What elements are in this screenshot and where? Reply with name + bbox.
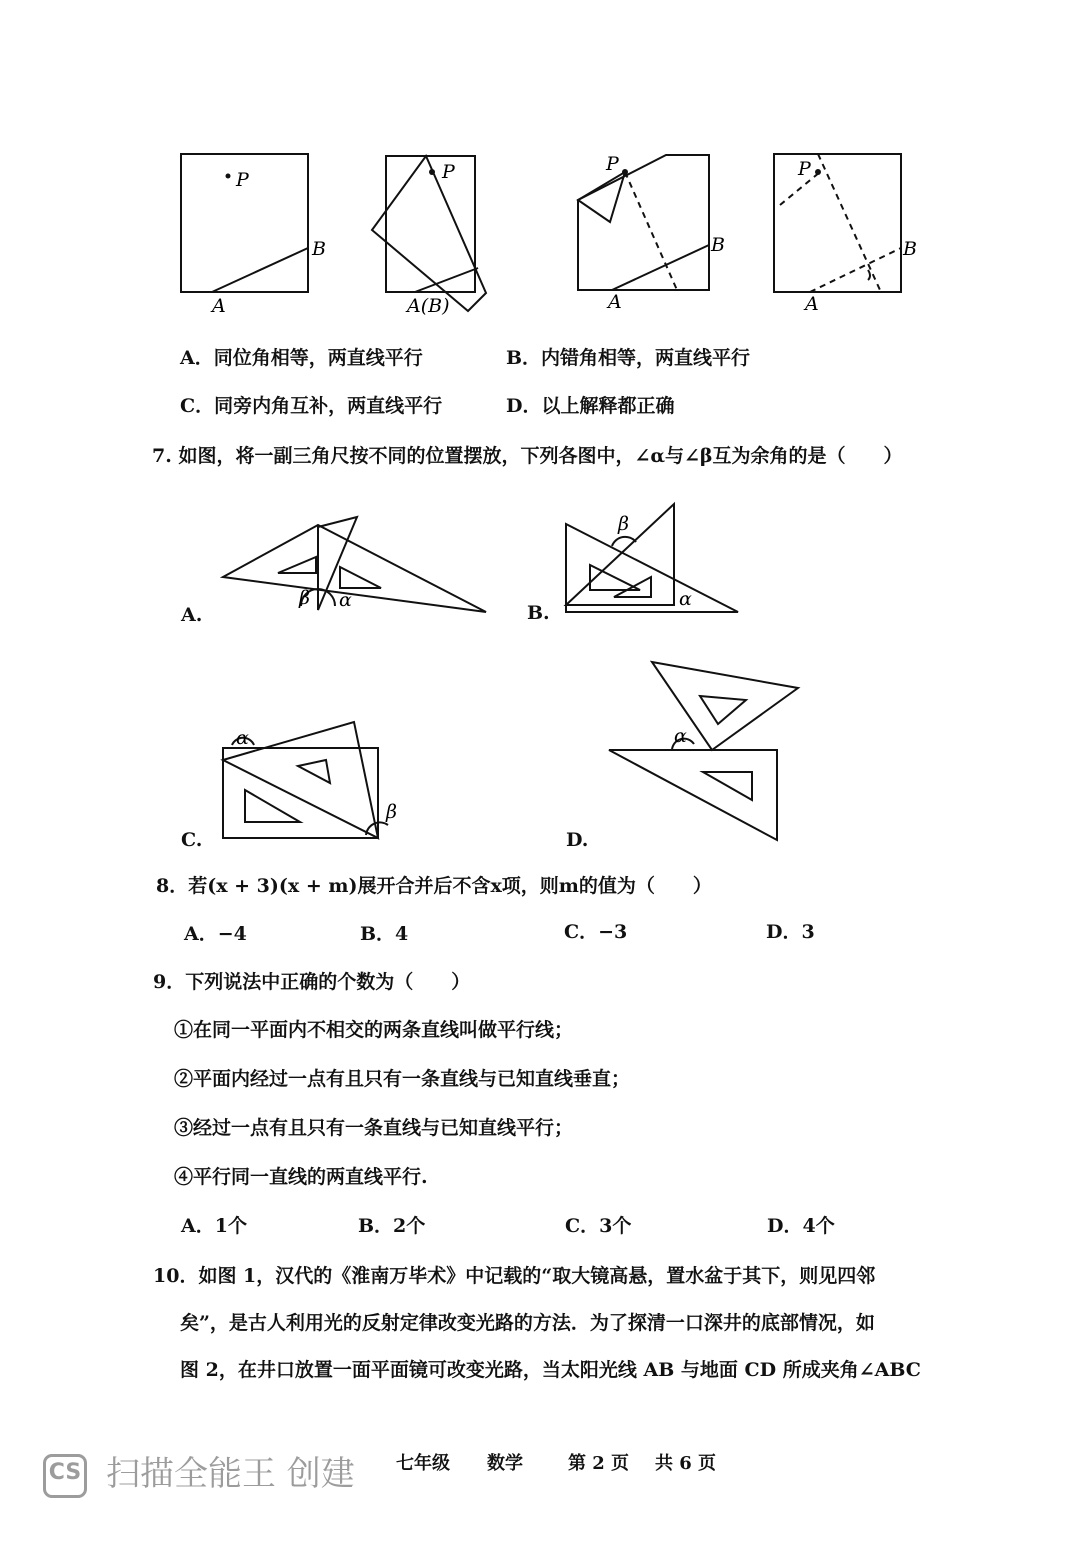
- footer-page: 第 2 页: [568, 1453, 630, 1474]
- q9-statement-2: ②平面内经过一点有且只有一条直线与已知直线垂直；: [174, 1068, 631, 1090]
- q8-option-d: D．3: [766, 921, 815, 943]
- q7-c-beta: β: [386, 801, 397, 823]
- q6-fig2-label-ab: A(B): [407, 295, 450, 317]
- q6-fig4-label-b: B: [903, 238, 917, 260]
- q8-stem: 8．若(x + 3)(x + m)展开合并后不含x项，则m的值为（ ）: [156, 875, 712, 897]
- footer-grade: 七年级: [396, 1453, 450, 1474]
- q6-fig4-label-p: P: [798, 158, 811, 180]
- q6-fig3-label-p: P: [606, 153, 619, 175]
- q7-d-alpha: α: [674, 725, 687, 747]
- q9-option-c: C．3个: [565, 1215, 632, 1237]
- q9-stem: 9．下列说法中正确的个数为（ ）: [153, 971, 471, 993]
- q6-fig1-label-a: A: [212, 295, 226, 317]
- q6-fig3-label-a: A: [608, 291, 622, 313]
- q7-b-beta: β: [618, 513, 629, 535]
- q8-option-a: A．−4: [184, 923, 247, 945]
- q6-option-c: C．同旁内角互补，两直线平行: [180, 395, 443, 417]
- q6-fig1-label-p: P: [236, 169, 249, 191]
- q6-fig2-paper: [386, 156, 475, 292]
- q7-a-beta: β: [299, 587, 310, 609]
- q7-stem: 7. 如图，将一副三角尺按不同的位置摆放，下列各图中，∠α与∠β互为余角的是（ ）: [152, 445, 903, 467]
- q10-line-2: 矣”，是古人利用光的反射定律改变光路的方法．为了探清一口深井的底部情况，如: [180, 1312, 875, 1334]
- watermark-text: 扫描全能王 创建: [106, 1454, 355, 1494]
- q7-a-large-set-square: [223, 525, 486, 612]
- q7-label-d: D.: [566, 829, 589, 851]
- q6-fig1-label-b: B: [312, 238, 326, 260]
- footer-total: 共 6 页: [655, 1453, 717, 1474]
- q8-option-c: C．−3: [564, 921, 628, 943]
- q8-option-b: B．4: [360, 923, 409, 945]
- q7-b-alpha: α: [679, 588, 692, 610]
- q9-option-d: D．4个: [767, 1215, 835, 1237]
- watermark-logo: CS: [48, 1460, 82, 1485]
- q6-figures: [0, 130, 1080, 330]
- q6-fig4-label-a: A: [805, 293, 819, 315]
- q6-option-b: B．内错角相等，两直线平行: [506, 347, 751, 369]
- q10-line-1: 10．如图 1，汉代的《淮南万毕术》中记载的“取大镜高悬，置水盆于其下，则见四邻: [153, 1265, 876, 1287]
- q6-fig1-line-ab: [212, 248, 308, 292]
- q6-option-a: A．同位角相等，两直线平行: [180, 347, 423, 369]
- q7-a-alpha: α: [339, 589, 352, 611]
- q7-c-alpha: α: [236, 727, 249, 749]
- q10-line-3: 图 2，在井口放置一面平面镜可改变光路，当太阳光线 AB 与地面 CD 所成夹角∠ABC: [180, 1359, 921, 1381]
- q9-option-a: A．1个: [181, 1215, 247, 1237]
- q6-fig3-paper: [578, 155, 709, 290]
- q7-figures: [0, 490, 1080, 870]
- q7-b-large-set-square: [566, 524, 738, 612]
- q9-option-b: B．2个: [358, 1215, 426, 1237]
- q6-fig2-label-p: P: [442, 161, 455, 183]
- q6-fig3-label-b: B: [711, 234, 725, 256]
- q6-fig2-fold: [372, 156, 486, 311]
- q7-label-b: B.: [527, 602, 550, 624]
- q9-statement-4: ④平行同一直线的两直线平行.: [174, 1166, 428, 1188]
- q7-c-rect-set-square: [223, 748, 378, 838]
- q9-statement-3: ③经过一点有且只有一条直线与已知直线平行；: [174, 1117, 574, 1139]
- footer-subject: 数学: [487, 1453, 523, 1474]
- q6-fig4-paper: [774, 154, 901, 292]
- q7-label-a: A.: [181, 604, 203, 626]
- q7-label-c: C.: [181, 829, 203, 851]
- q6-option-d: D．以上解释都正确: [506, 395, 675, 417]
- q9-statement-1: ①在同一平面内不相交的两条直线叫做平行线；: [174, 1019, 574, 1041]
